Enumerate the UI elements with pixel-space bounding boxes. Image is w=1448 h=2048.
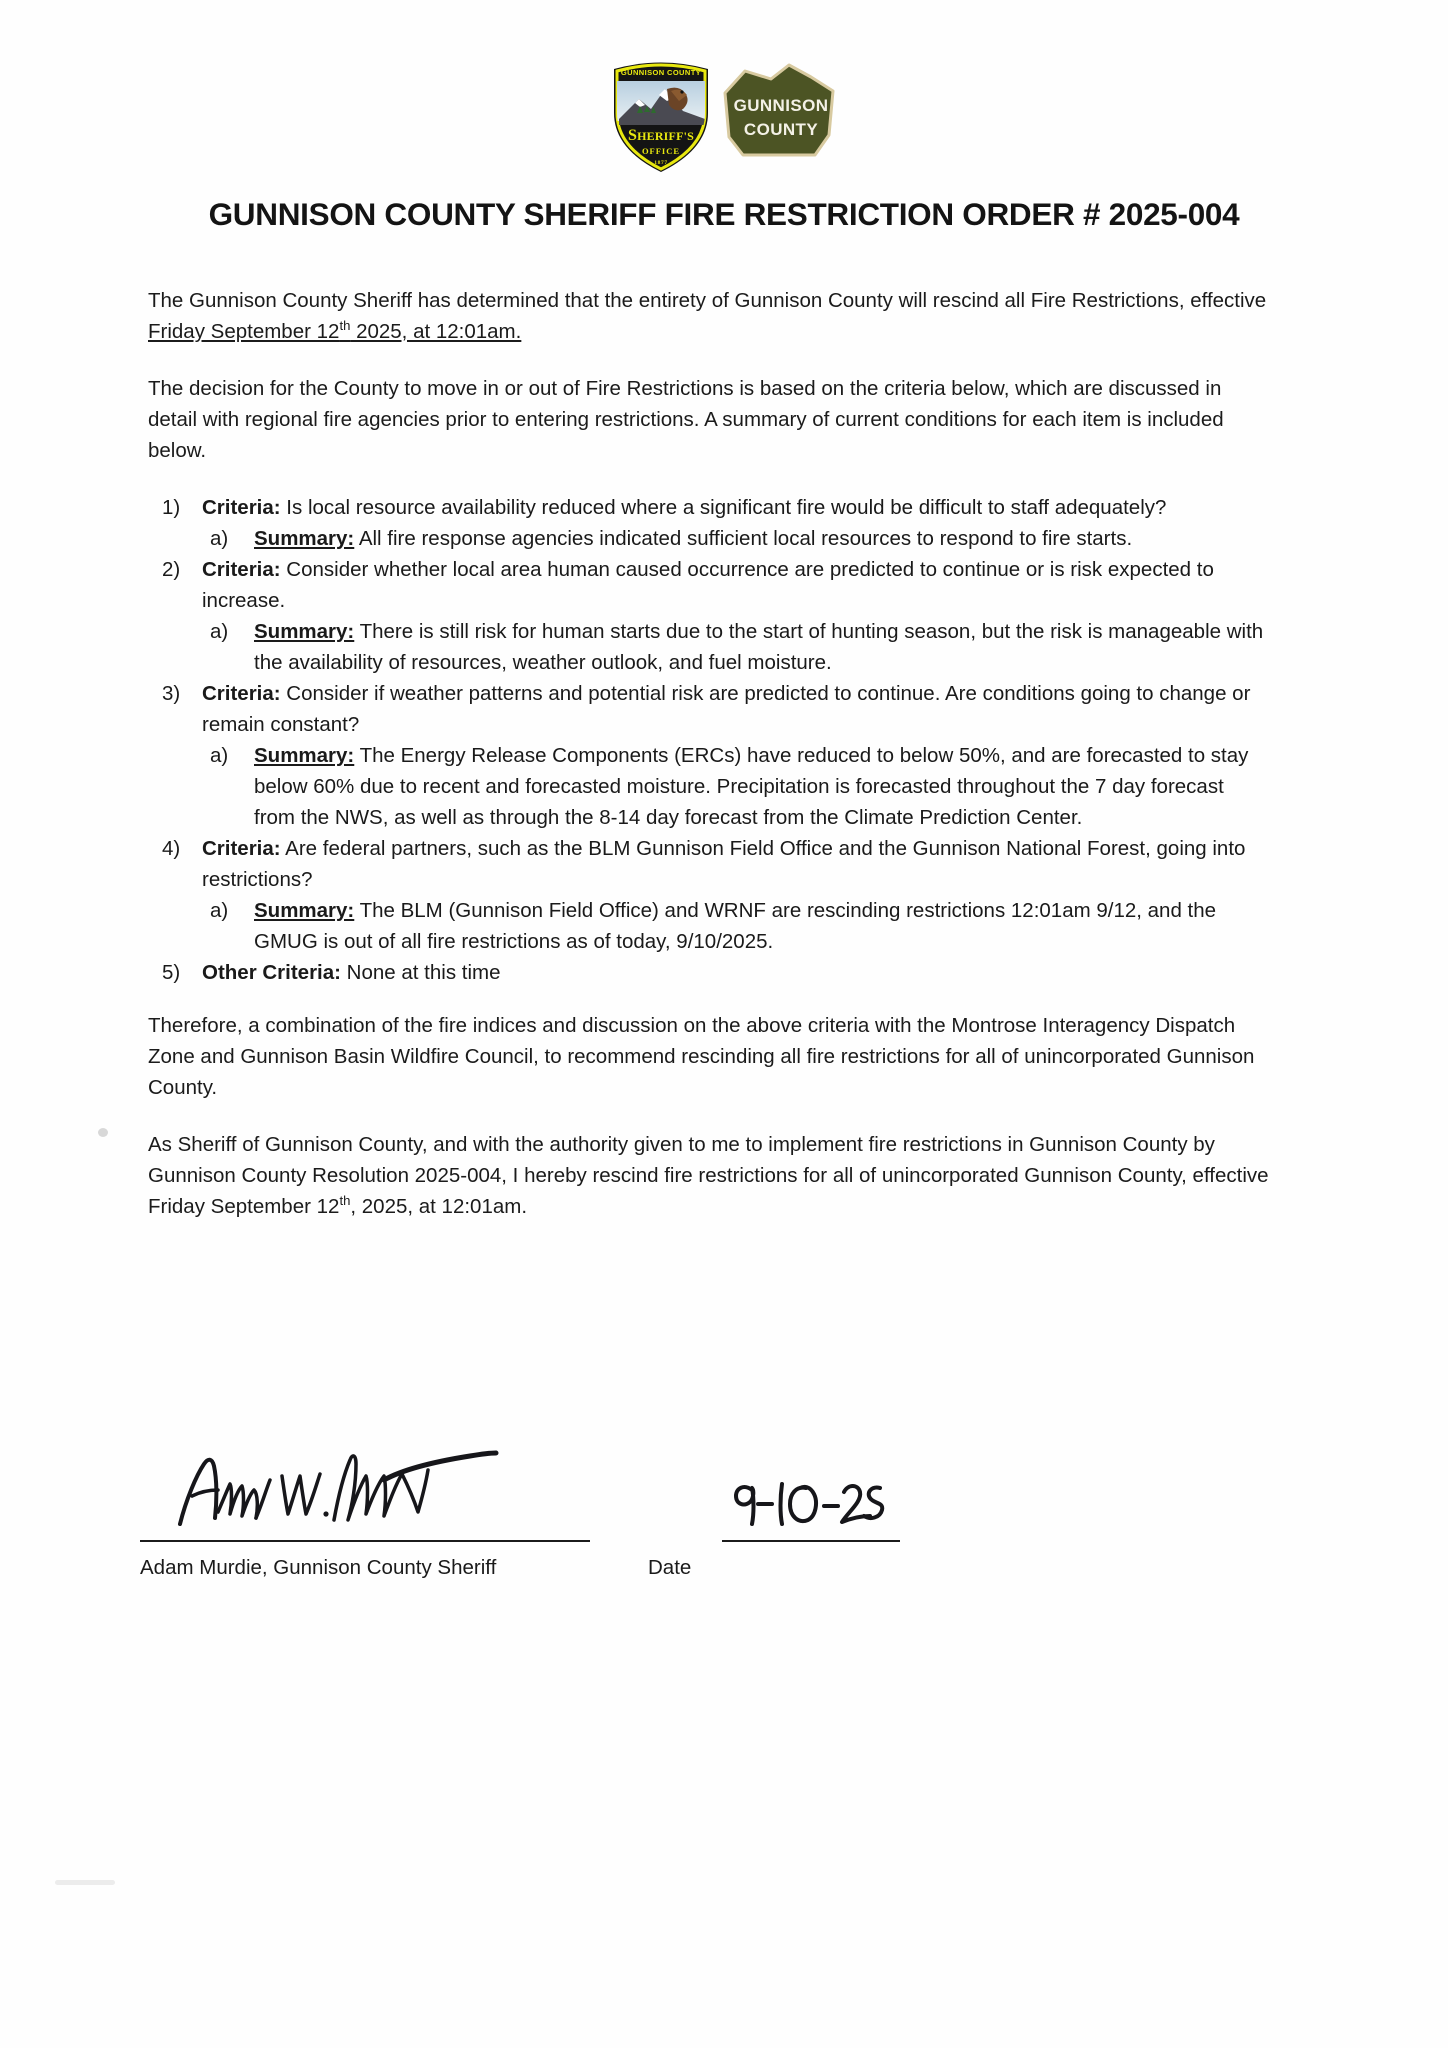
scan-artifact bbox=[98, 1128, 108, 1137]
closing-paragraph-1: Therefore, a combination of the fire indices and discussion on the above criteria with the Montrose Interagency Dispatch Zone and Gunnison Basin Wildfire Council, to recommend rescinding all fire restrictions for all of unincorporated Gunnison County. bbox=[148, 1014, 1255, 1099]
closing-paragraph-2 bbox=[148, 1129, 1270, 1222]
signature-block bbox=[140, 1424, 1280, 1604]
scan-artifact bbox=[55, 1880, 115, 1885]
criteria-number-3: 3) bbox=[162, 682, 181, 705]
criteria-number-1: 1) bbox=[162, 496, 181, 519]
intro-paragraph-1 bbox=[148, 285, 1270, 347]
effective-date-tail: 2025, at 12:01am. bbox=[350, 320, 522, 343]
svg-text:GUNNISON COUNTY: GUNNISON COUNTY bbox=[620, 68, 702, 77]
intro-p1-lead: The Gunnison County Sheriff has determined that the entirety of Gunnison County will rescind all Fire Restrictions, effective bbox=[148, 289, 1267, 312]
criteria-sublist-3 bbox=[202, 740, 1270, 833]
criteria-item-2 bbox=[148, 554, 1270, 678]
closing-p4-tail: , 2025, at 12:01am. bbox=[350, 1195, 528, 1218]
criteria-text-1: Is local resource availability reduced where a significant fire would be difficult to staff adequately? bbox=[280, 496, 1167, 519]
criteria-sublist-1 bbox=[202, 523, 1270, 554]
effective-date-main: Friday September 12 bbox=[148, 320, 340, 343]
summary-number-1: a) bbox=[210, 527, 229, 550]
criteria-sublist-2 bbox=[202, 616, 1270, 678]
gunnison-county-shield-icon bbox=[719, 61, 839, 161]
criteria-number-5: 5) bbox=[162, 961, 181, 984]
svg-text:GUNNISON: GUNNISON bbox=[733, 96, 829, 115]
date-label: Date bbox=[648, 1556, 692, 1579]
summary-number-4: a) bbox=[210, 899, 229, 922]
summary-label-2: Summary: bbox=[254, 620, 355, 643]
effective-date-ordinal: th bbox=[339, 318, 351, 334]
page-title: GUNNISON COUNTY SHERIFF FIRE RESTRICTION ORDER # 2025-004 bbox=[208, 196, 1240, 232]
sheriff-badge-icon bbox=[609, 55, 713, 173]
closing-p4-lead: As Sheriff of Gunnison County, and with the authority given to me to implement fire restrictions in Gunnison County by Gunnison County Resolution 2025-004, I hereby rescind fire restrictions for all of unincorporated Gunnison County, effective Friday September 12 bbox=[148, 1133, 1269, 1218]
summary-text-2: There is still risk for human starts due to the start of hunting season, but the risk is manageable with the availability of resources, weather outlook, and fuel moisture. bbox=[254, 620, 1264, 674]
document-body bbox=[148, 285, 1270, 1248]
criteria-label-1: Criteria: bbox=[202, 496, 281, 519]
criteria-item-3 bbox=[148, 678, 1270, 833]
criteria-text-3: Consider if weather patterns and potential risk are predicted to continue. Are conditions going to change or remain constant? bbox=[202, 682, 1251, 736]
criteria-label-4: Criteria: bbox=[202, 837, 281, 860]
summary-text-3: The Energy Release Components (ERCs) have reduced to below 50%, and are forecasted to stay below 60% due to recent and forecasted moisture. Precipitation is forecasted throughout the 7 day forecast from the NWS, as well as through the 8-14 day forecast from the Climate Prediction Center. bbox=[254, 744, 1249, 829]
svg-text:OFFICE: OFFICE bbox=[641, 146, 681, 156]
intro-paragraph-2: The decision for the County to move in or out of Fire Restrictions is based on the criteria below, which are discussed in detail with regional fire agencies prior to entering restrictions. A summary of current conditions for each item is included below. bbox=[148, 377, 1224, 462]
signatory-name: Adam Murdie, Gunnison County Sheriff bbox=[140, 1556, 497, 1579]
criteria-item-1 bbox=[148, 492, 1270, 554]
criteria-label-2: Criteria: bbox=[202, 558, 281, 581]
criteria-item-5 bbox=[148, 957, 1270, 988]
handwritten-date bbox=[730, 1474, 890, 1536]
summary-label-4: Summary: bbox=[254, 899, 355, 922]
criteria-label-5: Other Criteria: bbox=[202, 961, 341, 984]
criteria-list-block bbox=[148, 492, 1270, 988]
signature-rule bbox=[140, 1540, 590, 1542]
summary-text-1: All fire response agencies indicated sufficient local resources to respond to fire starts. bbox=[354, 527, 1133, 550]
criteria-item-4 bbox=[148, 833, 1270, 957]
summary-text-4: The BLM (Gunnison Field Office) and WRNF are rescinding restrictions 12:01am 9/12, and the GMUG is out of all fire restrictions as of today, 9/10/2025. bbox=[254, 899, 1217, 953]
criteria-list bbox=[148, 492, 1270, 988]
closing-date-ordinal: th bbox=[339, 1193, 351, 1209]
criteria-text-4: Are federal partners, such as the BLM Gunnison Field Office and the Gunnison National Forest, going into restrictions? bbox=[202, 837, 1246, 891]
criteria-text-5: None at this time bbox=[340, 961, 501, 984]
summary-item-3 bbox=[202, 740, 1270, 833]
date-rule bbox=[722, 1540, 900, 1542]
summary-item-2 bbox=[202, 616, 1270, 678]
effective-date-underlined bbox=[148, 320, 521, 343]
logo-row bbox=[0, 55, 1448, 165]
criteria-label-3: Criteria: bbox=[202, 682, 281, 705]
svg-text:COUNTY: COUNTY bbox=[743, 120, 819, 139]
summary-label-3: Summary: bbox=[254, 744, 355, 767]
criteria-number-2: 2) bbox=[162, 558, 181, 581]
criteria-number-4: 4) bbox=[162, 837, 181, 860]
summary-label-1: Summary: bbox=[254, 527, 355, 550]
criteria-sublist-4 bbox=[202, 895, 1270, 957]
criteria-text-2: Consider whether local area human caused occurrence are predicted to continue or is risk expected to increase. bbox=[202, 558, 1214, 612]
svg-text:1877: 1877 bbox=[654, 160, 668, 166]
summary-number-3: a) bbox=[210, 744, 229, 767]
summary-item-1 bbox=[202, 523, 1270, 554]
handwritten-signature bbox=[170, 1428, 500, 1540]
summary-number-2: a) bbox=[210, 620, 229, 643]
summary-item-4 bbox=[202, 895, 1270, 957]
svg-text:SHERIFF'S: SHERIFF'S bbox=[627, 127, 695, 144]
